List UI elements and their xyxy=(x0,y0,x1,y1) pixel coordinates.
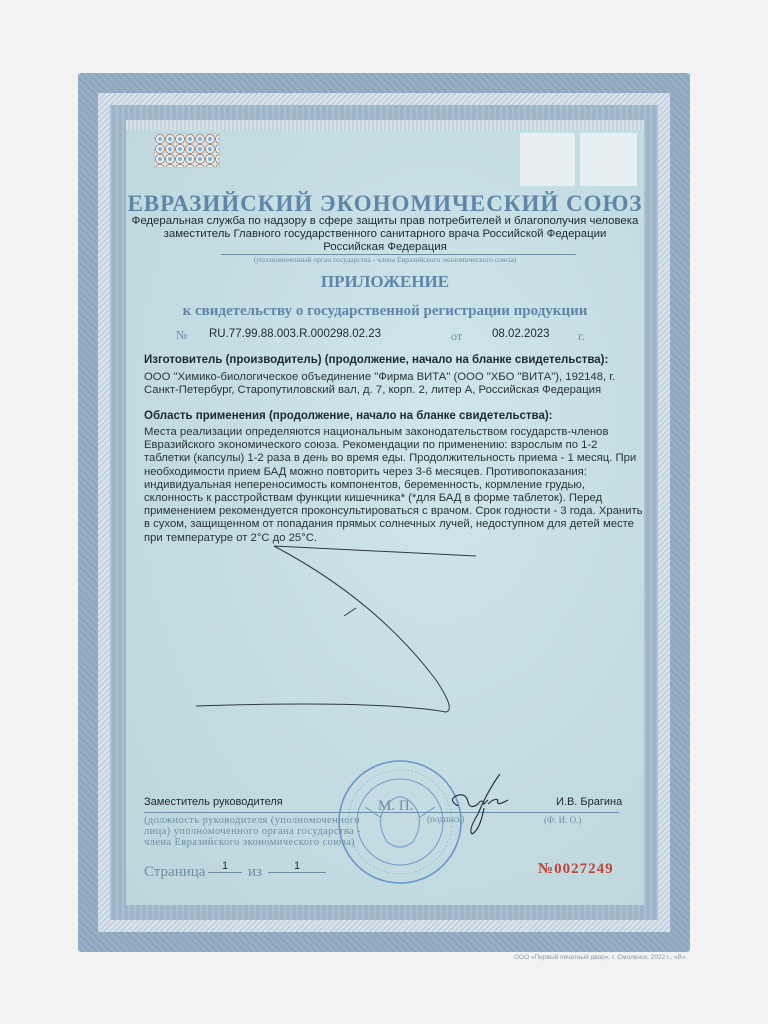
agency-line-2: заместитель Главного государственного санитарного врача Российской Федерации xyxy=(163,228,607,240)
position-caption: (должность руководителя (уполномоченного лица) уполномоченного органа государства - члена Евразийского экономического союза) xyxy=(144,815,362,848)
certificate-sheet xyxy=(78,73,690,952)
agency-line-1: Федеральная служба по надзору в сфере защиты прав потребителей и благополучия человека xyxy=(131,215,639,227)
agency-caption: (уполномоченный орган государства - члена Евразийского экономического союза) xyxy=(253,255,517,264)
content-panel xyxy=(126,120,644,905)
registration-date: 08.02.2023 xyxy=(492,328,550,340)
handwritten-signature xyxy=(444,770,514,840)
scope-text: Места реализации определяются национальным законодательством государств-членов Евразийского экономического союза. Рекомендации по применению: взрослым по 1-2 таблетки (капсулы) 1-2 раза в день во время еды. Продолжительность приема - 1 месяц. При необходимости прием БАД можно повторить через 3-6 месяцев. Противопоказания: индивидуальная непереносимость компонентов, беременность, кормление грудью, склонность к расстройствам функции кишечника* (*для БАД в форме таблеток). Перед применением рекомендуется проконсультироваться с врачом. Срок годности - 3 года. Хранить в сухом, защищенном от попадания прямых солнечных лучей, недоступном для детей месте при температуре от 2°C до 25°C. xyxy=(144,426,643,544)
name-caption: (Ф. И. О.) xyxy=(544,815,582,825)
of-label: из xyxy=(248,864,262,880)
stamp-placeholder-label: М. П. xyxy=(378,798,414,814)
page-label: Страница xyxy=(144,864,206,880)
scope-heading: Область применения (продолжение, начало на бланке свидетельства): xyxy=(144,410,553,422)
signer-name: И.В. Брагина xyxy=(556,796,623,808)
agency-line-3: Российская Федерация xyxy=(323,241,447,253)
printer-imprint: ООО «Первый печатный двор», г. Смоленск, 2022 г., «В». xyxy=(514,954,688,961)
manufacturer-heading: Изготовитель (производитель) (продолжение, начало на бланке свидетельства): xyxy=(144,354,609,366)
signature-caption: (подпись) xyxy=(427,814,465,824)
year-suffix: г. xyxy=(578,329,585,343)
appendix-subtitle: к свидетельству о государственной регистрации продукции xyxy=(182,303,588,319)
total-pages: 1 xyxy=(268,860,326,873)
page-number: 1 xyxy=(208,860,242,873)
registration-number: RU.77.99.88.003.R.000298.02.23 xyxy=(209,328,381,340)
signer-position: Заместитель руководителя xyxy=(144,796,283,808)
union-title: ЕВРАЗИЙСКИЙ ЭКОНОМИЧЕСКИЙ СОЮЗ xyxy=(127,191,643,216)
appendix-title: ПРИЛОЖЕНИЕ xyxy=(320,272,450,291)
manufacturer-text: ООО "Химико-биологическое объединение "Фирма ВИТА" (ООО "ХБО "ВИТА"), 192148, г. Санкт-Петербург, Старопутиловский вал, д. 7, корп. 2, литер А, Российская Федерация xyxy=(144,371,616,397)
number-label: № xyxy=(176,328,188,342)
serial-number: №0027249 xyxy=(538,861,614,877)
date-label: от xyxy=(451,329,463,343)
